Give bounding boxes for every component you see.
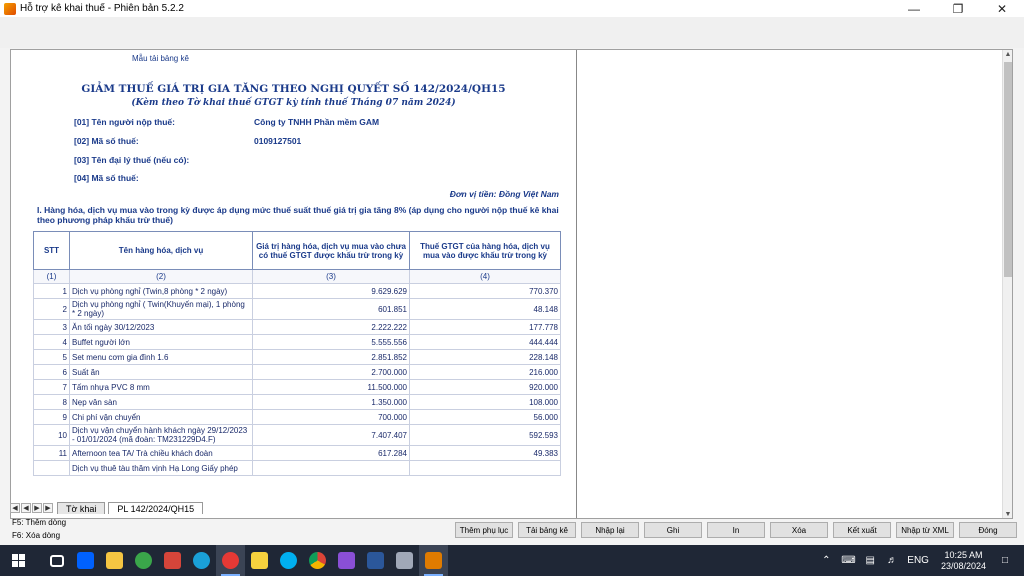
table-row[interactable]	[34, 335, 561, 350]
load-list-button[interactable]: Tải bảng kê	[518, 522, 576, 538]
stt-cell[interactable]: 4	[34, 335, 70, 350]
value-cell[interactable]: 9.629.629	[253, 284, 410, 299]
tab-pl-142[interactable]: PL 142/2024/QH15	[108, 502, 203, 514]
tax-cell[interactable]: 770.370	[410, 284, 561, 299]
visual-studio-icon[interactable]	[332, 545, 361, 576]
clock-time: 10:25 AM	[944, 549, 983, 560]
tab-to-khai[interactable]: Tờ khai	[57, 502, 105, 514]
sticky-notes-icon[interactable]	[245, 545, 274, 576]
field-taxpayer-name-value[interactable]: Công ty TNHH Phần mềm GAM	[254, 117, 380, 127]
index-cell: (2)	[70, 270, 253, 284]
tax-cell[interactable]: 177.778	[410, 320, 561, 335]
scroll-up-icon[interactable]: ▲	[1004, 51, 1012, 58]
reset-button[interactable]: Nhập lại	[581, 522, 639, 538]
minimize-button[interactable]: —	[908, 1, 920, 16]
value-cell[interactable]: 7.407.407	[253, 425, 410, 446]
notifications-icon[interactable]: □	[1001, 555, 1009, 566]
index-cell: (4)	[410, 270, 561, 284]
col-header-name: Tên hàng hóa, dịch vụ	[70, 232, 253, 270]
page-divider	[576, 50, 577, 519]
keyboard-icon[interactable]: ⌨	[841, 555, 856, 566]
app-window	[0, 17, 1024, 545]
tax-cell[interactable]	[410, 461, 561, 476]
network-icon[interactable]: ▤	[865, 555, 875, 566]
word-icon[interactable]	[361, 545, 390, 576]
value-cell[interactable]: 700.000	[253, 410, 410, 425]
next-tab-icon[interactable]: ▶	[32, 503, 42, 513]
name-cell[interactable]: Buffet người lớn	[70, 335, 253, 350]
value-cell[interactable]: 601.851	[253, 299, 410, 320]
name-cell[interactable]: Dịch vụ phòng nghỉ ( Twin(Khuyến mại), 1 phòng * 2 ngày)	[70, 299, 253, 320]
action-buttons	[450, 522, 1017, 538]
name-cell[interactable]: Dịch vụ thuê tàu thăm vịnh Hạ Long Giấy phép	[70, 461, 253, 476]
name-cell[interactable]: Dịch vụ phòng nghỉ (Twin,8 phòng * 2 ngày)	[70, 284, 253, 299]
stt-cell[interactable]: 11	[34, 446, 70, 461]
tax-cell[interactable]: 592.593	[410, 425, 561, 446]
stt-cell[interactable]: 6	[34, 365, 70, 380]
stt-cell[interactable]: 1	[34, 284, 70, 299]
table-row[interactable]	[34, 350, 561, 365]
value-cell[interactable]: 1.350.000	[253, 395, 410, 410]
tax-cell[interactable]: 108.000	[410, 395, 561, 410]
stt-cell[interactable]: 9	[34, 410, 70, 425]
name-cell[interactable]: Set menu cơm gia đình 1.6	[70, 350, 253, 365]
tax-cell[interactable]: 48.148	[410, 299, 561, 320]
section-title: I. Hàng hóa, dịch vụ mua vào trong kỳ được áp dụng mức thuế suất thuế giá trị gia tăng 8% (áp dụng cho người nộp thuế kê khai theo phương pháp khấu trừ thuế)	[37, 205, 559, 225]
app-logo-icon	[4, 3, 16, 15]
skype-icon[interactable]	[274, 545, 303, 576]
value-cell[interactable]: 2.700.000	[253, 365, 410, 380]
tool-app-icon[interactable]	[158, 545, 187, 576]
value-cell[interactable]: 5.555.556	[253, 335, 410, 350]
table-row[interactable]	[34, 284, 561, 299]
edge-icon[interactable]	[187, 545, 216, 576]
field-tax-code-label: [02] Mã số thuế:	[74, 136, 139, 146]
print-button[interactable]: In	[707, 522, 765, 538]
name-cell[interactable]: Afternoon tea TA/ Trà chiều khách đoàn	[70, 446, 253, 461]
tax-cell[interactable]: 216.000	[410, 365, 561, 380]
shortcut-delete-row: F6: Xóa dòng	[12, 531, 61, 540]
maximize-button[interactable]: ❐	[952, 1, 964, 16]
clock-date: 23/08/2024	[940, 560, 986, 571]
tax-cell[interactable]: 56.000	[410, 410, 561, 425]
zalo-icon[interactable]	[216, 545, 245, 576]
field-tax-code-value[interactable]: 0109127501	[254, 136, 302, 146]
shortcut-hints	[12, 516, 66, 542]
toolbar-area	[0, 17, 1024, 48]
table-row[interactable]	[34, 410, 561, 425]
scroll-down-icon[interactable]: ▼	[1004, 511, 1012, 518]
table-row[interactable]	[34, 320, 561, 335]
stt-cell[interactable]: 3	[34, 320, 70, 335]
import-xml-button[interactable]: Nhập từ XML	[896, 522, 954, 538]
field-taxpayer-name-label: [01] Tên người nộp thuế:	[74, 117, 175, 127]
document-title: GIẢM THUẾ GIÁ TRỊ GIA TĂNG THEO NGHỊ QUYẾT SỐ 142/2024/QH15	[81, 83, 506, 95]
last-tab-icon[interactable]: ▶	[43, 503, 53, 513]
stt-cell[interactable]: 10	[34, 425, 70, 446]
form-code-label: Mẫu tải bảng kê	[132, 54, 189, 63]
goods-table	[33, 231, 561, 476]
add-appendix-button[interactable]: Thêm phụ lục	[455, 522, 513, 538]
name-cell[interactable]: Tấm nhựa PVC 8 mm	[70, 380, 253, 395]
table-row[interactable]	[34, 299, 561, 320]
sheet-tabs	[0, 502, 1024, 514]
field-tax-agent-label: [03] Tên đại lý thuế (nếu có):	[74, 155, 190, 165]
clock[interactable]	[941, 550, 986, 572]
pen-tool-icon[interactable]	[390, 545, 419, 576]
table-row[interactable]	[34, 380, 561, 395]
name-cell[interactable]: Nẹp vân sàn	[70, 395, 253, 410]
task-view-icon[interactable]	[42, 545, 71, 576]
field-agent-tax-code-label: [04] Mã số thuế:	[74, 173, 139, 183]
export-button[interactable]: Kết xuất	[833, 522, 891, 538]
vertical-scrollbar[interactable]	[1002, 50, 1012, 519]
system-tray	[815, 545, 1024, 576]
table-row[interactable]	[34, 365, 561, 380]
value-cell[interactable]: 11.500.000	[253, 380, 410, 395]
dropbox-icon[interactable]	[71, 545, 100, 576]
window-titlebar	[0, 0, 1024, 17]
value-cell[interactable]: 2.851.852	[253, 350, 410, 365]
prev-tab-icon[interactable]: ◀	[21, 503, 31, 513]
name-cell[interactable]: Ăn tối ngày 30/12/2023	[70, 320, 253, 335]
document-page	[11, 50, 576, 519]
start-windows-icon[interactable]	[12, 554, 25, 567]
value-cell[interactable]	[253, 461, 410, 476]
first-tab-icon[interactable]: ◀	[10, 503, 20, 513]
tax-cell[interactable]: 444.444	[410, 335, 561, 350]
name-cell[interactable]: Suất ăn	[70, 365, 253, 380]
index-row	[34, 270, 561, 284]
value-cell[interactable]: 2.222.222	[253, 320, 410, 335]
tax-cell[interactable]: 49.383	[410, 446, 561, 461]
table-row[interactable]	[34, 446, 561, 461]
index-cell: (3)	[253, 270, 410, 284]
stt-cell[interactable]	[34, 461, 70, 476]
table-row[interactable]	[34, 425, 561, 446]
close-button[interactable]: ✕	[996, 1, 1008, 16]
name-cell[interactable]: Dịch vụ vận chuyển hành khách ngày 29/12/2023 - 01/01/2024 (mã đoàn: TM231229D4.F)	[70, 425, 253, 446]
save-button[interactable]: Ghi	[644, 522, 702, 538]
currency-unit: Đơn vị tiền: Đồng Việt Nam	[449, 189, 559, 199]
stt-cell[interactable]: 8	[34, 395, 70, 410]
name-cell[interactable]: Chi phí vận chuyển	[70, 410, 253, 425]
col-header-value: Giá trị hàng hóa, dịch vụ mua vào chưa có thuế GTGT được khấu trừ trong kỳ	[253, 232, 410, 270]
value-cell[interactable]: 617.284	[253, 446, 410, 461]
col-header-tax: Thuế GTGT của hàng hóa, dịch vụ mua vào được khấu trừ trong kỳ	[410, 232, 561, 270]
chrome-icon[interactable]	[303, 545, 332, 576]
document-viewport	[10, 49, 1013, 519]
sync-app-icon[interactable]	[129, 545, 158, 576]
stt-cell[interactable]: 2	[34, 299, 70, 320]
taskbar	[0, 545, 1024, 576]
tax-cell[interactable]: 228.148	[410, 350, 561, 365]
close-form-button[interactable]: Đóng	[959, 522, 1017, 538]
stt-cell[interactable]: 7	[34, 380, 70, 395]
tax-app-icon[interactable]	[419, 545, 448, 576]
file-explorer-icon[interactable]	[100, 545, 129, 576]
document-subtitle: (Kèm theo Tờ khai thuế GTGT kỳ tính thuế Tháng 07 năm 2024)	[131, 98, 456, 108]
shortcut-add-row: F5: Thêm dòng	[12, 518, 67, 527]
tax-cell[interactable]: 920.000	[410, 380, 561, 395]
volume-icon[interactable]: ♬	[887, 555, 898, 566]
language-indicator[interactable]: ENG	[907, 555, 929, 566]
table-row[interactable]	[34, 461, 561, 476]
stt-cell[interactable]: 5	[34, 350, 70, 365]
chevron-up-icon[interactable]: ⌃	[822, 555, 831, 566]
scrollbar-thumb[interactable]	[1004, 62, 1012, 277]
col-header-stt: STT	[34, 232, 70, 270]
delete-button[interactable]: Xóa	[770, 522, 828, 538]
table-row[interactable]	[34, 395, 561, 410]
window-title: Hỗ trợ kê khai thuế - Phiên bản 5.2.2	[20, 3, 184, 14]
index-cell: (1)	[34, 270, 70, 284]
